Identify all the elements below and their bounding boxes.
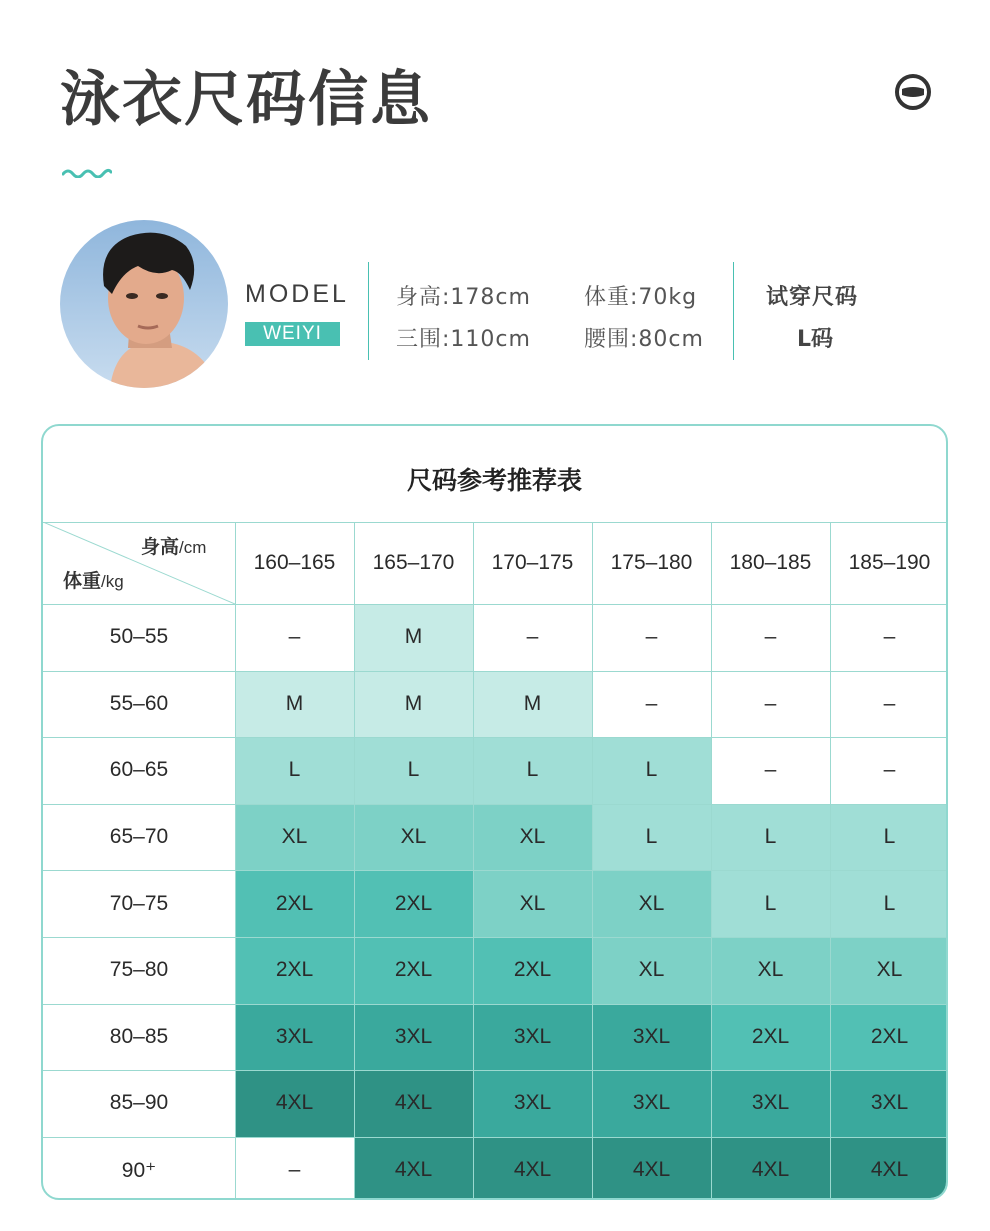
size-cell: 3XL [473, 1070, 592, 1137]
height-range-header: 165–170 [372, 551, 455, 574]
size-cell: – [645, 691, 658, 715]
size-cell: 2XL [354, 937, 473, 1004]
height-range-header: 160–165 [253, 551, 336, 574]
size-cell: 2XL [473, 937, 592, 1004]
grid-row-line [43, 1070, 948, 1071]
size-cell: – [764, 691, 777, 715]
grid-col-line [592, 522, 593, 1200]
size-cell: 3XL [473, 1004, 592, 1071]
grid-row-line [43, 937, 948, 938]
grid-row-line [43, 671, 948, 672]
brand-logo-icon [893, 72, 933, 112]
size-cell: 3XL [592, 1004, 711, 1071]
model-height: 身高:178cm [396, 285, 531, 310]
grid-col-line [354, 522, 355, 1200]
model-label: MODEL [245, 280, 349, 308]
height-range-header: 170–175 [491, 551, 574, 574]
size-cell: – [883, 625, 896, 649]
grid-row-line [43, 604, 948, 605]
height-range-header: 180–185 [729, 551, 812, 574]
size-cell: 4XL [592, 1137, 711, 1200]
size-cell: 3XL [354, 1004, 473, 1071]
size-cell: 3XL [592, 1070, 711, 1137]
size-cell: 4XL [830, 1137, 948, 1200]
size-cell: – [764, 625, 777, 649]
size-cell: XL [235, 804, 354, 871]
size-cell: 2XL [354, 870, 473, 937]
divider [368, 262, 369, 360]
weight-axis-label: 体重/kg [63, 570, 124, 592]
size-cell: XL [592, 870, 711, 937]
model-bust: 三围:110cm [396, 327, 531, 352]
grid-row-line [43, 737, 948, 738]
weight-range-label: 80–85 [109, 1024, 169, 1048]
size-cell: XL [473, 870, 592, 937]
size-cell: 4XL [354, 1070, 473, 1137]
model-avatar [60, 220, 228, 388]
weight-range-label: 90⁺ [121, 1158, 157, 1182]
size-cell: XL [354, 804, 473, 871]
size-cell: XL [473, 804, 592, 871]
size-cell: – [883, 758, 896, 782]
weight-range-label: 65–70 [109, 825, 169, 849]
size-cell: M [354, 671, 473, 738]
model-waist: 腰围:80cm [584, 327, 704, 352]
size-cell: 3XL [235, 1004, 354, 1071]
weight-range-label: 55–60 [109, 691, 169, 715]
size-cell: L [592, 737, 711, 804]
size-cell: L [235, 737, 354, 804]
wave-decoration-icon [62, 166, 112, 178]
divider [733, 262, 734, 360]
size-cell: M [235, 671, 354, 738]
size-cell: L [592, 804, 711, 871]
size-cell: L [830, 870, 948, 937]
grid-col-line [235, 522, 236, 1200]
grid-row-line [43, 1137, 948, 1138]
size-cell: 4XL [473, 1137, 592, 1200]
size-cell: 4XL [711, 1137, 830, 1200]
fit-size-value: L码 [797, 327, 834, 352]
size-cell: 2XL [235, 937, 354, 1004]
size-cell: – [526, 625, 539, 649]
size-cell: M [354, 604, 473, 671]
size-cell: L [711, 804, 830, 871]
page-title: 泳衣尺码信息 [60, 65, 432, 135]
grid-row-line [43, 804, 948, 805]
height-range-header: 185–190 [848, 551, 931, 574]
size-cell: XL [711, 937, 830, 1004]
size-cell: XL [592, 937, 711, 1004]
size-cell: L [354, 737, 473, 804]
size-cell: 4XL [354, 1137, 473, 1200]
weight-range-label: 60–65 [109, 758, 169, 782]
size-cell: L [711, 870, 830, 937]
weight-range-label: 50–55 [109, 625, 169, 649]
grid-col-line [473, 522, 474, 1200]
size-cell: L [830, 804, 948, 871]
size-cell: – [645, 625, 658, 649]
size-cell: 2XL [235, 870, 354, 937]
height-axis-label: 身高/cm [141, 536, 207, 558]
weight-range-label: 70–75 [109, 891, 169, 915]
size-chart-table [41, 424, 948, 1200]
model-weight: 体重:70kg [584, 285, 698, 310]
fit-size-label: 试穿尺码 [766, 285, 859, 310]
height-range-header: 175–180 [610, 551, 693, 574]
table-title: 尺码参考推荐表 [406, 466, 582, 495]
grid-col-line [830, 522, 831, 1200]
grid-row-line [43, 870, 948, 871]
model-name-badge: WEIYI [245, 322, 340, 346]
size-cell: – [288, 1158, 301, 1182]
size-cell: L [473, 737, 592, 804]
size-cell: M [473, 671, 592, 738]
size-cell: XL [830, 937, 948, 1004]
grid-row-line [43, 1004, 948, 1005]
grid-col-line [711, 522, 712, 1200]
size-cell: – [883, 691, 896, 715]
size-cell: 2XL [830, 1004, 948, 1071]
size-cell: 3XL [830, 1070, 948, 1137]
weight-range-label: 75–80 [109, 958, 169, 982]
size-cell: – [288, 625, 301, 649]
weight-range-label: 85–90 [109, 1091, 169, 1115]
size-cell: 4XL [235, 1070, 354, 1137]
size-cell: 3XL [711, 1070, 830, 1137]
size-cell: – [764, 758, 777, 782]
size-cell: 2XL [711, 1004, 830, 1071]
